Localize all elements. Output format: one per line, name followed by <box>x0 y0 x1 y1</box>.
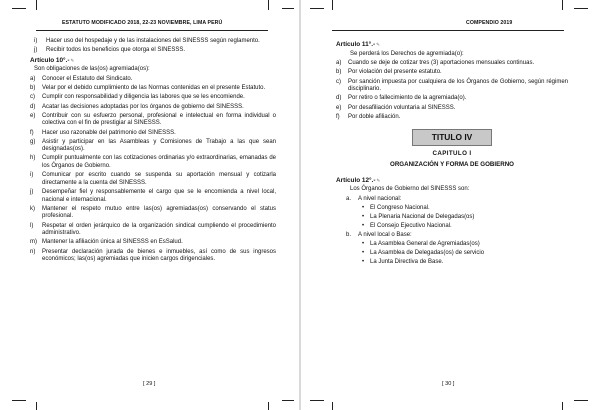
list-item: e) Contribuir con su esfuerzo personal, profesional e intelectual en forma individual o colectiva con el fin de prestigiar al SINESSS. <box>30 112 276 127</box>
local-bodies-list <box>336 241 568 267</box>
left-page-content <box>30 38 276 265</box>
rights-loss-list <box>336 60 568 121</box>
article-heading: Artículo 10°.-✎ <box>30 56 75 64</box>
running-head: ESTATUTO MODIFICADO 2018, 22-23 NOVIEMBRE, LIMA PERÚ <box>62 20 223 26</box>
list-item: a) Cuando se deje de cotizar tres (3) aportaciones mensuales continuas. <box>336 60 535 67</box>
bullet-item: • La Asamblea de Delegadas(os) de servicio <box>362 249 485 256</box>
article-intro: Los Órganos de Gobierno del SINESSS son: <box>350 186 470 193</box>
article-intro: Son obligaciones de las(os) agremiada(os): <box>34 66 150 73</box>
list-item: e) Por desafiliación voluntaria al SINESSS. <box>336 104 456 111</box>
obligations-list <box>30 76 276 264</box>
list-item: a. A nivel nacional: <box>346 195 402 202</box>
title-box: TITULO IV <box>412 129 492 146</box>
right-page-content <box>336 39 568 268</box>
bullet-icon: • <box>362 222 365 229</box>
bullet-icon: • <box>362 240 365 247</box>
pencil-icon: ✎ <box>376 177 381 183</box>
bullet-item: • La Plenaria Nacional de Delegadas(os) <box>362 213 475 220</box>
list-item: h) Cumplir puntualmente con las cotizaciones ordinarias y/o extraordinarias, emanadas de los Órganos de Gobierno. <box>30 155 276 170</box>
pencil-icon: ✎ <box>376 42 380 47</box>
list-item: l) Respetar el orden jerárquico de la organización sindical cumpliendo el procedimiento administrativo. <box>30 222 276 237</box>
bullet-icon: • <box>362 258 365 265</box>
list-item: f) Por doble afiliación. <box>336 113 401 120</box>
list-item: c) Por sanción impuesta por cualquiera de los Órganos de Gobierno, según régimen disciplinario. <box>336 78 568 93</box>
bullet-item: • El Consejo Ejecutivo Nacional. <box>362 222 452 229</box>
list-item: j) Recibir todos los beneficios que otorga el SINESSS. <box>34 47 186 54</box>
list-item: b) Por violación del presente estatuto. <box>336 69 442 76</box>
bullet-icon: • <box>362 204 365 211</box>
list-item: g) Asistir y participar en las Asambleas y Comisiones de Trabajo a las que sean designadas(os). <box>30 138 276 153</box>
running-head: COMPENDIO 2019 <box>466 20 513 26</box>
article-heading: Artículo 12°.-✎ <box>336 176 381 184</box>
header-rule <box>332 30 564 31</box>
bullet-item: • La Asamblea General de Agremiadas(os) <box>362 240 480 247</box>
national-bodies-list <box>336 205 568 231</box>
chapter-heading: CAPITULO I <box>432 150 472 158</box>
list-item: b. A nivel local o Base: <box>346 231 412 238</box>
list-item: n) Presentar declaración jurada de bienes e inmuebles, así como de sus ingresos económicos; las(os) agremiadas que inicien cargos dirigenciales. <box>30 248 276 263</box>
pencil-icon: ✎ <box>70 57 75 63</box>
bullet-icon: • <box>362 213 365 220</box>
list-item: j) Desempeñar fiel y responsablemente el cargo que se le encomienda a nivel local, nacional e internacional. <box>30 189 276 203</box>
list-item: a) Conocer el Estatuto del Sindicato. <box>30 75 133 82</box>
chapter-subtitle: ORGANIZACIÓN Y FORMA DE GOBIERNO <box>390 160 514 168</box>
bullet-icon: • <box>362 249 365 256</box>
list-item: d) Por retiro o fallecimiento de la agremiada(o). <box>336 95 467 102</box>
article-heading: Artículo 11°.-✎ <box>336 41 380 48</box>
list-item: i) Hacer uso del hospedaje y de las instalaciones del SINESSS según reglamento. <box>34 38 260 44</box>
list-item: b) Velar por el debido cumplimiento de las Normas contenidas en el presente Estatuto. <box>30 85 266 92</box>
list-item: k) Mantener el respeto mutuo entre las(os) agremiadas(os) conservando el status profesional. <box>30 205 276 220</box>
list-item: c) Cumplir con responsabilidad y diligencia las labores que se les encomiende. <box>30 94 245 101</box>
right-page <box>300 0 600 410</box>
article-intro: Se perderá los Derechos de agremiada(o): <box>350 50 464 57</box>
list-item: d) Acatar las decisiones adoptadas por los órganos de gobierno del SINESSS. <box>30 103 244 110</box>
list-item: m) Mantener la afiliación única al SINESSS en EsSalud. <box>30 239 183 246</box>
bullet-item: • La Junta Directiva de Base. <box>362 258 444 265</box>
page-number: [ 30 ] <box>442 381 455 387</box>
list-item: i) Comunicar por escrito cuando se suspenda su aportación mensual y cotizarla directamente a la cuenta del SINESSS. <box>30 172 276 186</box>
bullet-item: • El Congreso Nacional. <box>362 204 430 211</box>
page-number: [ 29 ] <box>143 381 156 387</box>
header-rule <box>36 30 268 31</box>
list-item: f) Hacer uso razonable del patrimonio del SINESSS. <box>30 129 176 136</box>
